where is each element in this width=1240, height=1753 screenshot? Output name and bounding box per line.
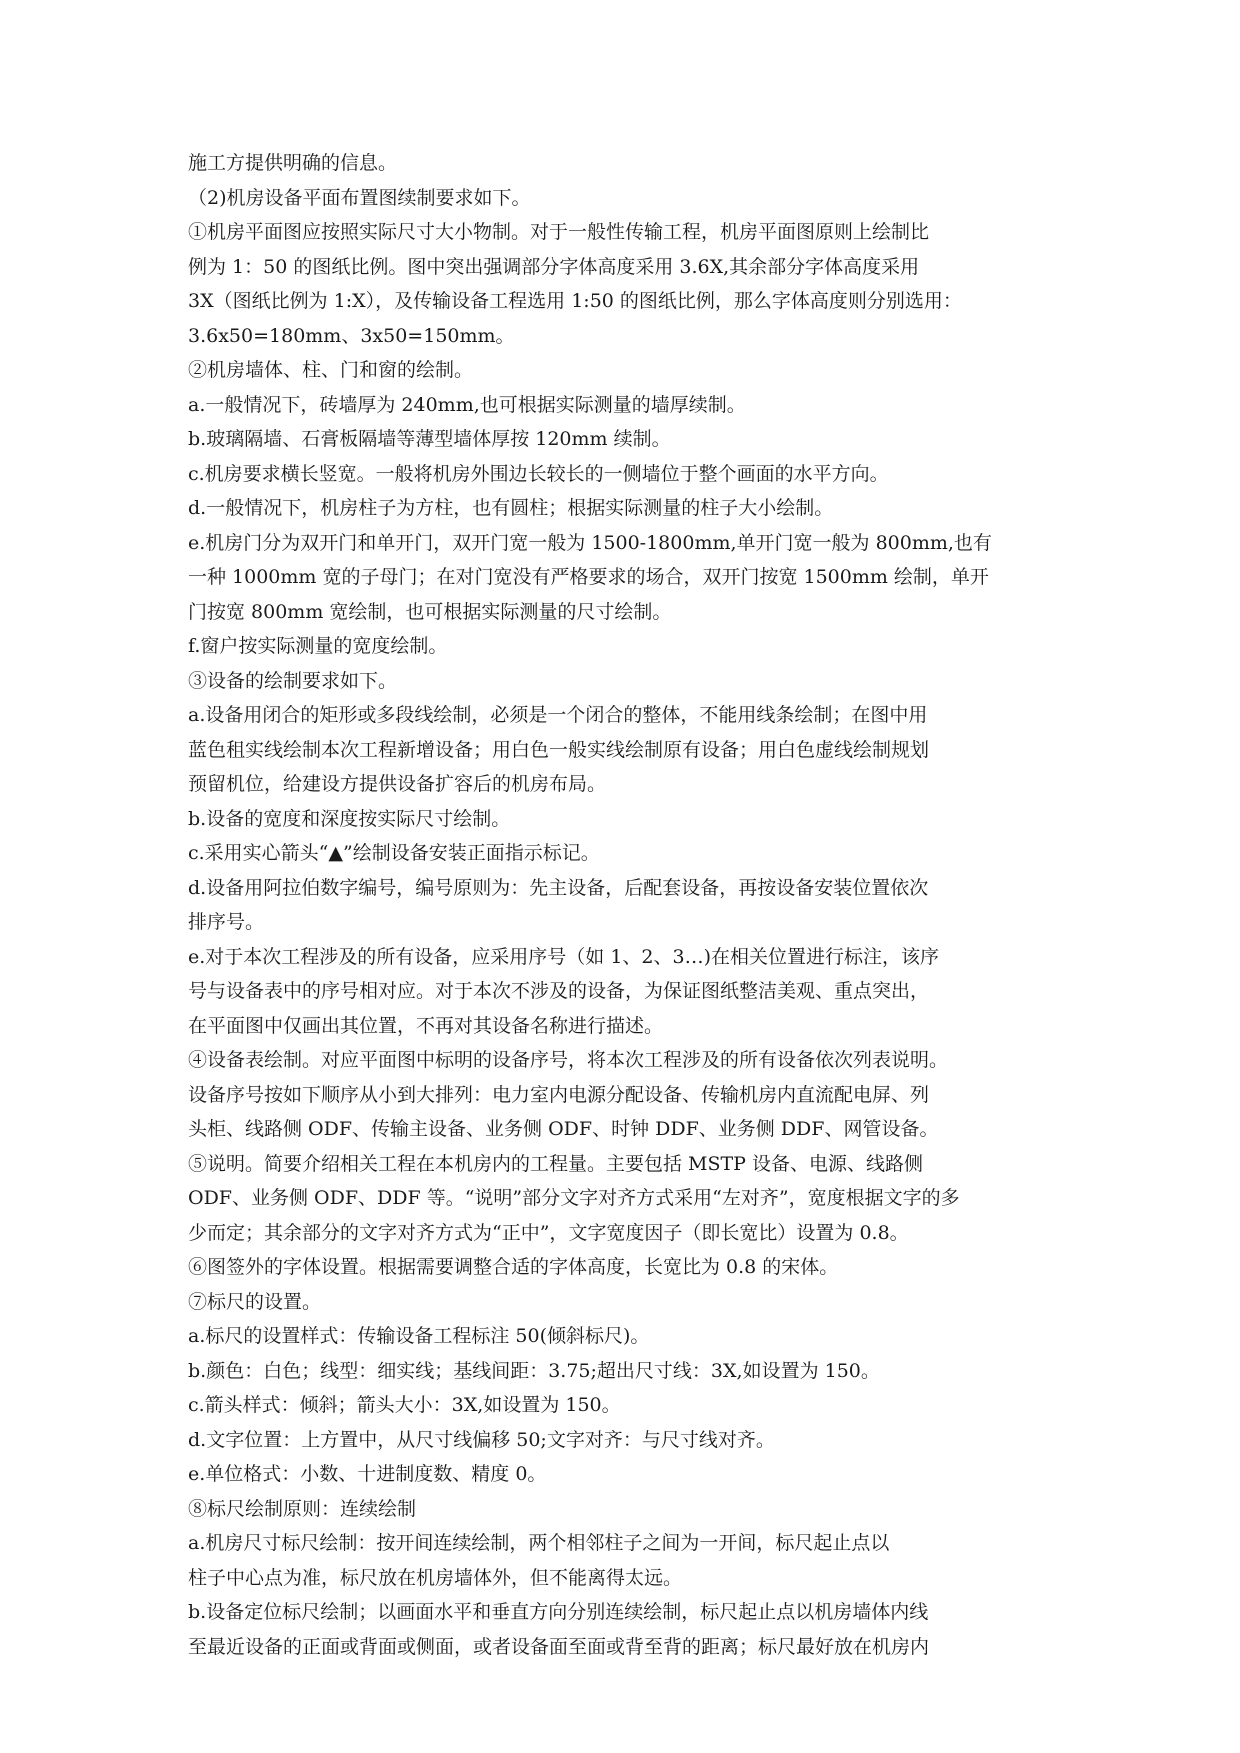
text-line: d.文字位置：上方置中，从尺寸线偏移 50;文字对齐：与尺寸线对齐。 bbox=[188, 1428, 775, 1451]
text-line: e.单位格式：小数、十进制度数、精度 0。 bbox=[188, 1463, 547, 1485]
item-heading: ③设备的绘制要求如下。 bbox=[188, 669, 398, 692]
text-line: 排序号。 bbox=[188, 911, 265, 933]
text-line: 3.6x50=180mm、3x50=150mm。 bbox=[188, 324, 515, 347]
text-line: b.颜色：白色；线型：细实线；基线间距：3.75;超出尺寸线：3X,如设置为 150。 bbox=[188, 1359, 880, 1382]
item-heading: ⑧标尺绘制原则：连续绘制 bbox=[188, 1497, 417, 1520]
section-heading: （2)机房设备平面布置图续制要求如下。 bbox=[188, 186, 531, 209]
text-line: c.机房要求横长竖宽。一般将机房外围边长较长的一侧墙位于整个画面的水平方向。 bbox=[188, 462, 889, 485]
text-line: 在平面图中仅画出其位置，不再对其设备名称进行描述。 bbox=[188, 1014, 664, 1037]
text-line: 3X（图纸比例为 1:X），及传输设备工程选用 1:50 的图纸比例，那么字体高度则分别选用： bbox=[188, 290, 962, 312]
text-line: ODF、业务侧 ODF、DDF 等。“说明”部分文字对齐方式采用“左对齐”，宽度根据文字的多 bbox=[188, 1187, 960, 1209]
text-line: e.机房门分为双开门和单开门，双开门宽一般为 1500-1800mm,单开门宽一般为 800mm,也有 bbox=[188, 531, 992, 554]
text-line: 蓝色租实线绘制本次工程新增设备；用白色一般实线绘制原有设备；用白色虚线绘制规划 bbox=[188, 738, 930, 761]
document-body bbox=[188, 146, 1068, 1664]
text-line: d.设备用阿拉伯数字编号，编号原则为：先主设备，后配套设备，再按设备安装位置依次 bbox=[188, 876, 929, 899]
text-line: d.一般情况下，机房柱子为方柱，也有圆柱；根据实际测量的柱子大小绘制。 bbox=[188, 497, 834, 519]
text-line: a.一般情况下，砖墙厚为 240mm,也可根据实际测量的墙厚续制。 bbox=[188, 393, 746, 416]
text-line: 预留机位，给建设方提供设备扩容后的机房布局。 bbox=[188, 773, 607, 795]
text-line: 施工方提供明确的信息。 bbox=[188, 152, 398, 174]
text-line: a.标尺的设置样式：传输设备工程标注 50(倾斜标尺)。 bbox=[188, 1325, 650, 1347]
text-line: b.玻璃隔墙、石膏板隔墙等薄型墙体厚按 120mm 续制。 bbox=[188, 428, 671, 450]
text-line: f.窗户按实际测量的宽度绘制。 bbox=[188, 635, 448, 657]
text-line: 例为 1：50 的图纸比例。图中突出强调部分字体高度采用 3.6X,其余部分字体高度采用 bbox=[188, 255, 920, 278]
text-line: 设备序号按如下顺序从小到大排列：电力室内电源分配设备、传输机房内直流配电屏、列 bbox=[188, 1083, 930, 1106]
text-line: 号与设备表中的序号相对应。对于本次不涉及的设备，为保证图纸整洁美观、重点突出， bbox=[188, 980, 930, 1002]
item-heading: ⑥图签外的字体设置。根据需要调整合适的字体高度，长宽比为 0.8 的宋体。 bbox=[188, 1256, 839, 1278]
text-line: b.设备定位标尺绘制；以画面水平和垂直方向分别连续绘制，标尺起止点以机房墙体内线 bbox=[188, 1601, 929, 1623]
text-line: b.设备的宽度和深度按实际尺寸绘制。 bbox=[188, 807, 511, 830]
item-heading: ④设备表绘制。对应平面图中标明的设备序号，将本次工程涉及的所有设备依次列表说明。 bbox=[188, 1049, 949, 1071]
text-line: ①机房平面图应按照实际尺寸大小物制。对于一般性传输工程，机房平面图原则上绘制比 bbox=[188, 221, 930, 243]
text-line: c.采用实心箭头“▲”绘制设备安装正面指示标记。 bbox=[188, 842, 600, 864]
item-heading: ②机房墙体、柱、门和窗的绘制。 bbox=[188, 359, 474, 381]
text-line: a.设备用闭合的矩形或多段线绘制，必须是一个闭合的整体，不能用线条绘制；在图中用 bbox=[188, 704, 928, 726]
text-line: 一种 1000mm 宽的子母门；在对门宽没有严格要求的场合，双开门按宽 1500mm 绘制，单开 bbox=[188, 566, 989, 588]
text-line: 柱子中心点为准，标尺放在机房墙体外，但不能离得太远。 bbox=[188, 1566, 683, 1589]
text-line: a.机房尺寸标尺绘制：按开间连续绘制，两个相邻柱子之间为一开间，标尺起止点以 bbox=[188, 1532, 890, 1554]
text-line: 至最近设备的正面或背面或侧面，或者设备面至面或背至背的距离；标尺最好放在机房内 bbox=[188, 1635, 930, 1658]
text-line: 少而定；其余部分的文字对齐方式为“正中”，文字宽度因子（即长宽比）设置为 0.8。 bbox=[188, 1221, 909, 1244]
text-line: c.箭头样式：倾斜；箭头大小：3X,如设置为 150。 bbox=[188, 1394, 621, 1416]
item-heading: ⑤说明。简要介绍相关工程在本机房内的工程量。主要包括 MSTP 设备、电源、线路侧 bbox=[188, 1152, 924, 1175]
text-line: e.对于本次工程涉及的所有设备，应采用序号（如 1、2、3…)在相关位置进行标注，该序 bbox=[188, 945, 940, 968]
text-line: 门按宽 800mm 宽绘制，也可根据实际测量的尺寸绘制。 bbox=[188, 600, 672, 623]
item-heading: ⑦标尺的设置。 bbox=[188, 1290, 322, 1313]
text-line: 头柜、线路侧 ODF、传输主设备、业务侧 ODF、时钟 DDF、业务侧 DDF、网管设备。 bbox=[188, 1118, 939, 1140]
